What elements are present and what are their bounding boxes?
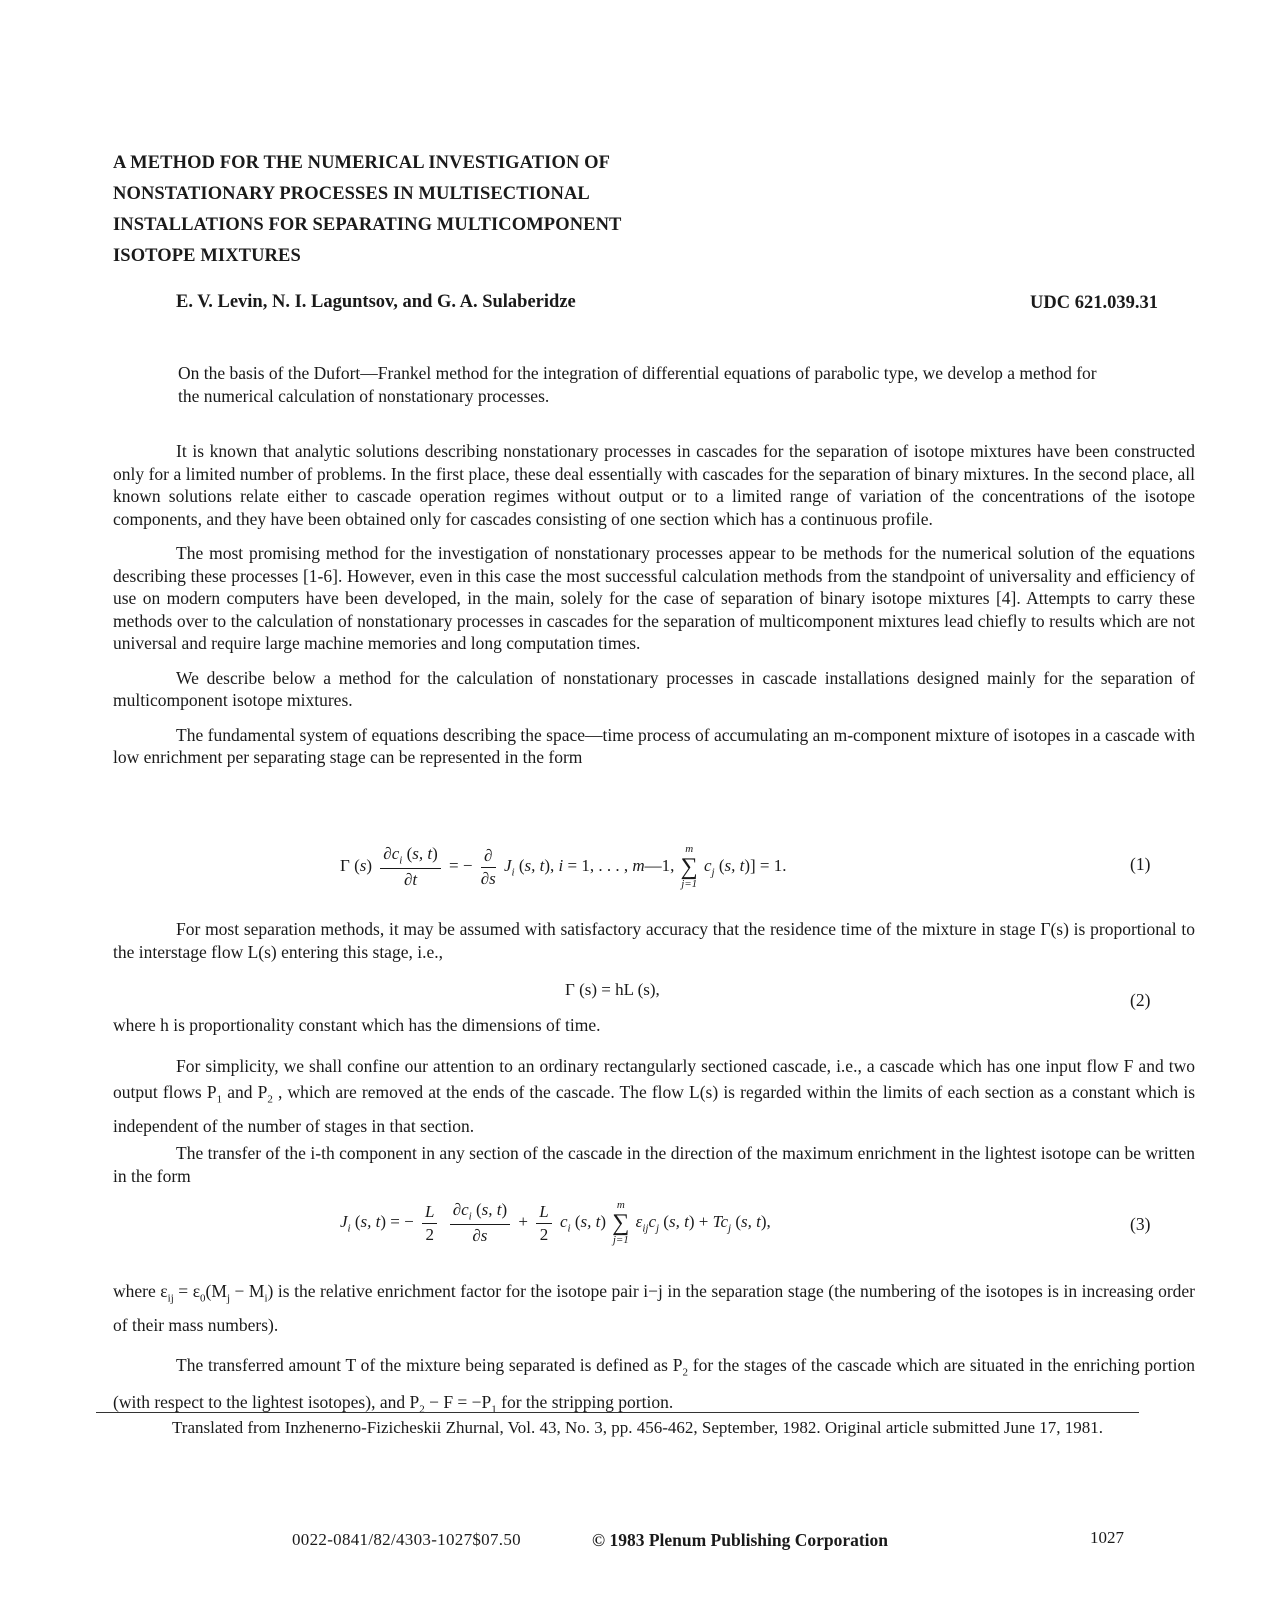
subscript-1: 1: [216, 1093, 223, 1106]
body-block-1: [113, 440, 1195, 769]
paragraph-2: The most promising method for the investigation of nonstationary processes appear to be methods for the numerical solution of the equations describing these processes [1-6]. However, even in this case the most successful calculation methods from the standpoint of universality and efficiency of use on modern computers have been developed, in the main, solely for the case of separation of binary isotope mixtures [4]. Attempts to carry these methods over to the calculation of nonstationary processes in cascades for the separation of multicomponent mixtures lead chiefly to results which are not universal and require large machine memories and long computation times.: [113, 543, 1195, 653]
paper-title: A METHOD FOR THE NUMERICAL INVESTIGATION OF NONSTATIONARY PROCESSES IN MULTISECTIONAL INSTALLATIONS FOR SEPARATING MULTICOMPONENT ISOTOPE MIXTURES: [113, 153, 622, 266]
article-code: 0022-0841/82/4303-1027$07.50: [292, 1530, 521, 1549]
subscript-ij: ij: [167, 1292, 174, 1305]
udc-code: UDC 621.039.31: [1030, 293, 1158, 313]
subscript-1b: 1: [491, 1403, 497, 1416]
page-number: 1027: [1090, 1528, 1124, 1547]
paragraph-10-part-d: for the stripping portion.: [496, 1392, 674, 1412]
paragraph-9-part-e: ) is the relative enrichment factor for the isotope pair i−j in the separation stage (the numbering of the isotopes is in increasing order of their mass numbers).: [113, 1281, 1195, 1335]
paragraph-10-part-b: for the stages of the cascade which are situated in the enriching portion (with respect to the lightest isotopes), and P: [113, 1354, 1195, 1412]
paragraph-9-part-d: − M: [230, 1281, 265, 1301]
copyright: © 1983 Plenum Publishing Corporation: [592, 1530, 889, 1550]
body-block-2: [113, 918, 1195, 963]
paragraph-9: [113, 1278, 1195, 1338]
equation-1: Γ (s) $\frac{\partial c_i (s, t)}{\partial t}$ = − $\frac{\partial}{\partial s}$ $J_i$ (s, t), i = 1, . . . , m—1, m ∑ j=1 $c_j$ (s, t)] = 1.: [340, 843, 787, 890]
body-block-6: [113, 1278, 1195, 1425]
paragraph-3: We describe below a method for the calculation of nonstationary processes in cascade installations designed mainly for the separation of multicomponent isotope mixtures.: [113, 667, 1195, 710]
subscript-2b: 2: [682, 1366, 688, 1378]
footnote: [110, 1417, 1160, 1439]
abstract: On the basis of the Dufort—Frankel method for the integration of differential equations of parabolic type, we develop a method for the numerical calculation of nonstationary processes.: [178, 363, 1097, 406]
authors: E. V. Levin, N. I. Laguntsov, and G. A. Sulaberidze: [176, 292, 576, 312]
paragraph-9-part-c: (M: [205, 1281, 227, 1301]
body-block-5: [113, 1142, 1195, 1187]
paragraph-10-part-a: The transferred amount T of the mixture being separated is defined as P: [176, 1354, 683, 1375]
equation-1-number: (1): [1130, 854, 1151, 874]
paragraph-4: The fundamental system of equations describing the space—time process of accumulating an m-component mixture of isotopes in a cascade with low enrichment per separating stage can be represented in the form: [113, 724, 1195, 767]
footnote-divider: [96, 1412, 1139, 1413]
footnote-text: Translated from Inzhenerno-Fizicheskii Zhurnal, Vol. 43, No. 3, pp. 456-462, September, 1982. Original article submitted June 17, 1981.: [172, 1418, 1104, 1437]
subscript-j: j: [226, 1292, 230, 1305]
paragraph-8: The transfer of the i-th component in any section of the cascade in the direction of the maximum enrichment in the lightest isotope can be written in the form: [113, 1143, 1195, 1186]
body-block-3: [113, 1014, 1195, 1037]
equation-3-number: (3): [1130, 1214, 1151, 1234]
paragraph-7: [113, 1053, 1195, 1139]
subscript-i: i: [264, 1292, 268, 1305]
paragraph-1: It is known that analytic solutions describing nonstationary processes in cascades for the separation of isotope mixtures have been constructed only for a limited number of problems. In the first place, these deal essentially with cascades for the separation of binary mixtures. In the second place, all known solutions relate either to cascade operation regimes without output or to a limited range of variation of the concentrations of the isotope components, and they have been obtained only for cascades consisting of one section which has a continuous profile.: [113, 441, 1195, 529]
paragraph-7-part-a: For simplicity, we shall confine our attention to an ordinary rectangularly sectioned cascade, i.e., a cascade which has one input flow F and two output flows P: [113, 1056, 1195, 1102]
subscript-0: 0: [200, 1292, 206, 1305]
equation-2: Γ (s) = hL (s),: [565, 980, 660, 999]
equation-2-number: (2): [1130, 990, 1151, 1010]
paragraph-6: where h is proportionality constant which has the dimensions of time.: [113, 1015, 601, 1035]
subscript-2: 2: [267, 1093, 273, 1106]
paragraph-10-part-c: − F = −P: [424, 1392, 492, 1412]
paragraph-9-part-b: = ε: [173, 1281, 201, 1301]
paragraph-9-part-a: where ε: [113, 1281, 168, 1301]
equation-3: $J_i$ (s, t) = − $\frac{L}{2}$ $\frac{\partial c_i (s, t)}{\partial s}$ + $\frac{L}{2}$ $c_i$ (s, t) m ∑ j=1 $\varepsilon_{ij}c_j$ (s, $t) + Tc_j$ (s, t),: [340, 1199, 771, 1246]
body-block-4: [113, 1053, 1195, 1149]
paragraph-7-part-c: , which are removed at the ends of the cascade. The flow L(s) is regarded within the limits of each section as a constant which is independent of the number of stages in that section.: [113, 1082, 1196, 1136]
paragraph-10: [113, 1350, 1195, 1425]
paragraph-5: For most separation methods, it may be assumed with satisfactory accuracy that the residence time of the mixture in stage Γ(s) is proportional to the interstage flow L(s) entering this stage, i.e.,: [113, 919, 1195, 962]
paragraph-7-part-b: and P: [222, 1082, 268, 1102]
subscript-2c: 2: [419, 1403, 425, 1416]
